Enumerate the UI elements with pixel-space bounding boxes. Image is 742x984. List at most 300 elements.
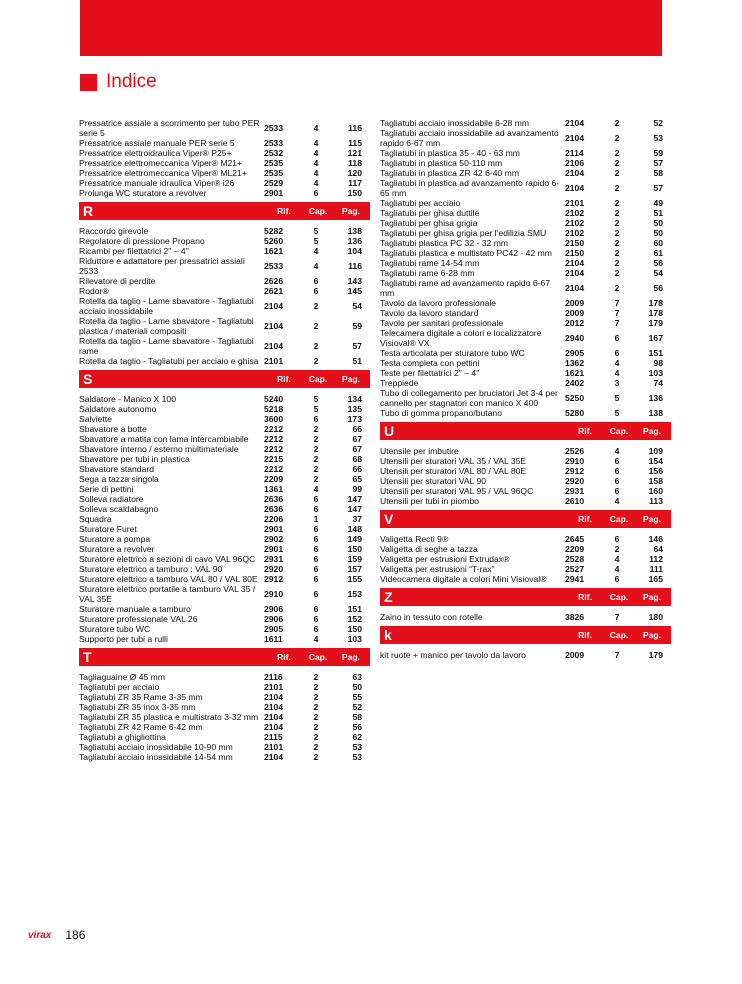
item-chapter: 2 — [313, 424, 319, 434]
item-page: 154 — [648, 456, 663, 466]
item-chapter: 2 — [313, 722, 319, 732]
item-name: Testa completa con pettini — [380, 358, 480, 368]
item-chapter: 2 — [614, 133, 620, 143]
item-ref: 2533 — [264, 261, 284, 271]
index-row — [79, 356, 370, 366]
index-row — [380, 544, 671, 554]
item-name: Videocamera digitale a colori Mini Visioval® — [380, 574, 547, 584]
index-row — [79, 564, 370, 574]
item-ref: 2529 — [264, 178, 284, 188]
item-page: 67 — [352, 434, 362, 444]
item-page: 112 — [649, 554, 663, 564]
item-name: Pressatrice elettroidraulica Viper® P25+ — [79, 148, 232, 158]
item-ref: 2910 — [565, 456, 585, 466]
item-chapter: 7 — [614, 650, 620, 660]
item-chapter: 2 — [313, 692, 319, 702]
item-ref: 2009 — [565, 308, 585, 318]
item-name: Rotella da taglio - Lame sbavatore - Tagliatubi plastica / materiali compositi — [79, 316, 254, 336]
page-title: Indice — [106, 71, 157, 92]
section-letter: S — [83, 371, 93, 387]
item-page: 150 — [347, 624, 362, 634]
item-name: Sturatore Furet — [79, 524, 137, 534]
item-page: 158 — [648, 476, 663, 486]
item-name: Utensili per tubi in piombo — [380, 496, 479, 506]
index-row — [380, 348, 671, 358]
item-page: 149 — [347, 534, 362, 544]
item-name: Pressatrice elettromeccanica Viper® M21+ — [79, 158, 243, 168]
item-name: Tagliaguaine Ø 45 mm — [79, 672, 165, 682]
item-chapter: 6 — [313, 554, 319, 564]
item-ref: 2116 — [264, 672, 283, 682]
item-page: 37 — [352, 514, 362, 524]
item-page: 66 — [352, 424, 362, 434]
item-name: Saldatore - Manico X 100 — [79, 394, 176, 404]
column-header-pag: Pag. — [341, 206, 361, 216]
index-row — [380, 198, 671, 208]
column-header-pag: Pag. — [642, 592, 662, 602]
item-name: Valigetta per estrusioni Extrudax® — [380, 554, 510, 564]
index-row — [380, 208, 671, 218]
index-row — [79, 474, 370, 484]
item-name: Riduttore e adattatore per pressatrici assiali 2533 — [79, 256, 245, 276]
index-row — [380, 466, 671, 476]
section-header-r — [79, 202, 370, 220]
item-page: 109 — [648, 446, 663, 456]
item-page: 59 — [653, 148, 663, 158]
item-page: 121 — [347, 148, 362, 158]
item-name: Valigetta Recti 9® — [380, 534, 449, 544]
item-name: Tavolo per sanitari professionale — [380, 318, 504, 328]
item-name: Rotella da taglio - Lame sbavatore - Tagliatubi acciaio inossidabile — [79, 296, 254, 316]
index-row — [79, 634, 370, 644]
item-chapter: 6 — [313, 544, 319, 554]
index-row — [79, 544, 370, 554]
item-name: Teste per filettatrici 2" – 4" — [380, 368, 480, 378]
index-row — [380, 388, 671, 408]
item-ref: 2906 — [264, 604, 284, 614]
item-chapter: 2 — [614, 258, 620, 268]
index-row — [380, 358, 671, 368]
column-header-rif: Rif. — [578, 514, 592, 524]
item-ref: 5240 — [264, 394, 284, 404]
item-page: 143 — [347, 276, 362, 286]
item-name: Tagliatubi rame 14-54 mm — [380, 258, 480, 268]
item-chapter: 2 — [614, 238, 620, 248]
item-name: Tagliatubi in plastica ad avanzamento rapido 6-65 mm — [380, 178, 560, 198]
item-chapter: 6 — [614, 466, 620, 476]
item-chapter: 5 — [313, 404, 319, 414]
item-name: Telecamera digitale a colori e localizzatore Visioval® VX — [380, 328, 542, 348]
item-page: 173 — [347, 414, 362, 424]
index-row — [380, 298, 671, 308]
item-page: 74 — [653, 378, 663, 388]
item-chapter: 6 — [313, 188, 319, 198]
item-ref: 2212 — [264, 434, 284, 444]
item-chapter: 4 — [614, 358, 620, 368]
item-chapter: 7 — [614, 298, 620, 308]
item-page: 54 — [653, 268, 663, 278]
item-chapter: 6 — [313, 414, 319, 424]
column-header-cap: Cap. — [609, 514, 629, 524]
column-header-cap: Cap. — [308, 206, 328, 216]
index-row — [79, 158, 370, 168]
item-chapter: 6 — [614, 333, 620, 343]
item-ref: 2150 — [565, 248, 585, 258]
item-chapter: 6 — [313, 624, 319, 634]
item-ref: 3600 — [264, 414, 284, 424]
item-name: Rotella da taglio - Tagliatubi per acciaio e ghisa — [79, 356, 259, 366]
item-chapter: 6 — [614, 456, 620, 466]
item-ref: 2104 — [565, 168, 585, 178]
item-ref: 2009 — [565, 650, 585, 660]
item-name: Tagliatubi acciaio inossidabile 14-54 mm — [79, 752, 233, 762]
item-page: 59 — [352, 321, 362, 331]
item-chapter: 2 — [313, 474, 319, 484]
item-name: Tagliatubi per ghisa grigia per l’edilizia SMU — [380, 228, 547, 238]
item-page: 136 — [347, 236, 362, 246]
index-row — [79, 316, 370, 336]
item-ref: 2905 — [565, 348, 585, 358]
item-name: Utensili per sturatori VAL 90 — [380, 476, 487, 486]
item-name: Utensili per sturatori VAL 95 / VAL 96QC — [380, 486, 534, 496]
index-row — [79, 732, 370, 742]
item-ref: 2212 — [264, 424, 284, 434]
item-page: 53 — [653, 133, 663, 143]
index-row — [79, 534, 370, 544]
index-column-left — [79, 118, 370, 762]
item-ref: 2901 — [264, 188, 284, 198]
item-name: Solleva scaldabagno — [79, 504, 159, 514]
virax-logo: virax — [28, 929, 52, 941]
item-page: 115 — [348, 138, 362, 148]
item-ref: 2101 — [264, 742, 284, 752]
index-row — [79, 118, 370, 138]
column-header-rif: Rif. — [277, 206, 291, 216]
item-name: Tagliatubi a ghigliottina — [79, 732, 166, 742]
item-name: Sbavatore interno / esterno multimateriale — [79, 444, 239, 454]
index-row — [380, 446, 671, 456]
index-row — [79, 168, 370, 178]
item-name: Sturatore elettrico a tamburo VAL 80 / VAL 80E — [79, 574, 258, 584]
column-header-pag: Pag. — [341, 374, 361, 384]
item-ref: 2636 — [264, 494, 284, 504]
item-chapter: 7 — [614, 308, 620, 318]
item-chapter: 2 — [614, 268, 620, 278]
index-row — [79, 584, 370, 604]
item-page: 57 — [352, 341, 362, 351]
item-name: Prolunga WC sturatore a revolver — [79, 188, 207, 198]
column-header-cap: Cap. — [609, 630, 629, 640]
column-header-rif: Rif. — [277, 374, 291, 384]
index-row — [79, 484, 370, 494]
index-row — [380, 228, 671, 238]
item-page: 67 — [352, 444, 362, 454]
item-ref: 2940 — [565, 333, 585, 343]
item-ref: 2104 — [565, 133, 585, 143]
item-ref: 2150 — [565, 238, 585, 248]
item-chapter: 4 — [313, 168, 319, 178]
index-row — [79, 672, 370, 682]
item-name: Treppiede — [380, 378, 419, 388]
index-row — [79, 444, 370, 454]
item-chapter: 2 — [313, 321, 319, 331]
index-row — [380, 456, 671, 466]
item-chapter: 2 — [313, 742, 319, 752]
item-ref: 2901 — [264, 544, 284, 554]
item-name: Rilevatore di perdite — [79, 276, 156, 286]
item-name: Sturatore professionale VAL 26 — [79, 614, 198, 624]
item-chapter: 2 — [614, 248, 620, 258]
item-ref: 2104 — [264, 692, 284, 702]
item-ref: 2104 — [264, 752, 284, 762]
item-ref: 2532 — [264, 148, 284, 158]
item-page: 62 — [352, 732, 362, 742]
column-header-pag: Pag. — [642, 630, 662, 640]
item-chapter: 2 — [614, 283, 620, 293]
item-page: 66 — [352, 464, 362, 474]
item-chapter: 6 — [614, 348, 620, 358]
index-row — [79, 148, 370, 158]
item-ref: 2104 — [264, 702, 284, 712]
index-row — [79, 236, 370, 246]
index-row — [79, 256, 370, 276]
item-page: 49 — [653, 198, 663, 208]
item-chapter: 4 — [614, 496, 620, 506]
item-chapter: 4 — [313, 148, 319, 158]
item-ref: 2101 — [565, 198, 585, 208]
item-page: 178 — [648, 308, 663, 318]
item-page: 103 — [648, 368, 663, 378]
item-ref: 2102 — [565, 228, 585, 238]
item-ref: 2101 — [264, 682, 284, 692]
item-page: 99 — [352, 484, 362, 494]
item-chapter: 2 — [614, 148, 620, 158]
index-row — [79, 434, 370, 444]
item-ref: 2115 — [264, 732, 283, 742]
item-page: 98 — [653, 358, 663, 368]
item-name: Rotella da taglio - Lame sbavatore - Tagliatubi rame — [79, 336, 254, 356]
index-row — [380, 554, 671, 564]
index-row — [79, 178, 370, 188]
item-ref: 2209 — [565, 544, 585, 554]
item-ref: 2912 — [264, 574, 284, 584]
item-chapter: 2 — [313, 712, 319, 722]
item-page: 64 — [653, 544, 663, 554]
item-chapter: 2 — [313, 752, 319, 762]
item-name: Sturatore elettrico portatile a tamburo VAL 35 / VAL 35E — [79, 584, 256, 604]
item-ref: 2910 — [264, 589, 284, 599]
item-ref: 1362 — [565, 358, 585, 368]
column-header-cap: Cap. — [609, 426, 629, 436]
item-name: Sbavatore standard — [79, 464, 155, 474]
index-row — [380, 318, 671, 328]
item-name: Tagliatubi in plastica ZR 42 6-40 mm — [380, 168, 519, 178]
index-row — [79, 722, 370, 732]
item-page: 55 — [352, 692, 362, 702]
item-page: 50 — [653, 228, 663, 238]
item-chapter: 2 — [614, 228, 620, 238]
item-ref: 2645 — [565, 534, 585, 544]
item-ref: 1621 — [565, 368, 585, 378]
item-chapter: 2 — [313, 444, 319, 454]
item-page: 159 — [347, 554, 362, 564]
item-page: 111 — [649, 564, 663, 574]
item-chapter: 2 — [313, 434, 319, 444]
item-ref: 2114 — [565, 148, 584, 158]
item-ref: 2533 — [264, 138, 284, 148]
index-row — [79, 296, 370, 316]
item-name: Sturatore a pompa — [79, 534, 151, 544]
item-chapter: 6 — [313, 589, 319, 599]
item-name: Tagliatubi per ghisa grigia — [380, 218, 478, 228]
item-name: Tagliatubi rame ad avanzamento rapido 6-67 mm — [380, 278, 551, 298]
index-row — [380, 248, 671, 258]
item-chapter: 6 — [313, 276, 319, 286]
item-page: 152 — [347, 614, 362, 624]
item-page: 150 — [347, 544, 362, 554]
section-header-s — [79, 370, 370, 388]
item-ref: 2621 — [264, 286, 284, 296]
item-chapter: 5 — [614, 393, 620, 403]
index-row — [79, 514, 370, 524]
index-row — [79, 494, 370, 504]
item-page: 53 — [352, 742, 362, 752]
index-row — [380, 368, 671, 378]
item-chapter: 4 — [313, 484, 319, 494]
index-row — [79, 188, 370, 198]
item-page: 134 — [347, 394, 362, 404]
item-page: 120 — [347, 168, 362, 178]
item-name: Sturatore a revolver — [79, 544, 155, 554]
item-ref: 2905 — [264, 624, 284, 634]
item-name: Sturatore elettrico a sezioni di cavo VAL 96QC — [79, 554, 256, 564]
index-row — [79, 524, 370, 534]
item-name: Pressatrice assiale manuale PER serie 5 — [79, 138, 235, 148]
item-ref: 1611 — [264, 634, 283, 644]
item-ref: 5250 — [565, 393, 585, 403]
item-page: 145 — [347, 286, 362, 296]
item-page: 63 — [352, 672, 362, 682]
item-page: 50 — [352, 682, 362, 692]
item-name: Tagliatubi acciaio inossidabile 10-90 mm — [79, 742, 233, 752]
item-ref: 2527 — [565, 564, 585, 574]
item-ref: 2402 — [565, 378, 585, 388]
item-ref: 2101 — [264, 356, 284, 366]
index-column-right — [380, 118, 671, 660]
item-ref: 2931 — [565, 486, 585, 496]
item-name: Tagliatubi plastica e multistato PC42 - 42 mm — [380, 248, 552, 258]
item-page: 118 — [348, 158, 362, 168]
item-ref: 2104 — [264, 321, 284, 331]
item-name: Sturatore elettrico a tamburo : VAL 90 — [79, 564, 223, 574]
item-name: Tagliatubi per acciaio — [79, 682, 160, 692]
item-chapter: 4 — [313, 178, 319, 188]
item-name: Zaino in tessuto con rotelle — [380, 612, 483, 622]
item-name: Sturatore tubo WC — [79, 624, 151, 634]
item-ref: 2626 — [264, 276, 284, 286]
item-chapter: 4 — [313, 138, 319, 148]
item-page: 146 — [648, 534, 663, 544]
item-page: 180 — [648, 612, 663, 622]
index-row — [380, 496, 671, 506]
section-letter: V — [384, 511, 394, 527]
item-ref: 2526 — [565, 446, 585, 456]
page-header — [80, 72, 157, 92]
item-page: 57 — [653, 183, 663, 193]
item-name: Tavolo da lavoro standard — [380, 308, 479, 318]
title-square-icon — [80, 74, 97, 91]
section-header-u — [380, 422, 671, 440]
item-page: 56 — [352, 722, 362, 732]
column-header-rif: Rif. — [277, 652, 291, 662]
section-header-k — [380, 626, 671, 644]
item-page: 178 — [648, 298, 663, 308]
item-name: Solleva radiatore — [79, 494, 144, 504]
item-chapter: 4 — [313, 634, 319, 644]
index-row — [79, 404, 370, 414]
index-row — [79, 138, 370, 148]
item-ref: 2209 — [264, 474, 284, 484]
item-page: 103 — [347, 634, 362, 644]
item-name: Sega a tazza singola — [79, 474, 159, 484]
item-ref: 3826 — [565, 612, 585, 622]
section-letter: k — [384, 627, 392, 643]
item-ref: 2104 — [565, 258, 585, 268]
item-ref: 2009 — [565, 298, 585, 308]
index-row — [79, 464, 370, 474]
column-header-pag: Pag. — [642, 426, 662, 436]
item-chapter: 6 — [313, 286, 319, 296]
item-chapter: 6 — [313, 504, 319, 514]
index-row — [380, 268, 671, 278]
item-name: Saldatore autonomo — [79, 404, 157, 414]
item-page: 160 — [648, 486, 663, 496]
column-header-rif: Rif. — [578, 426, 592, 436]
item-chapter: 7 — [614, 612, 620, 622]
item-ref: 2920 — [565, 476, 585, 486]
item-name: Tagliatubi plastica PC 32 - 32 mm — [380, 238, 509, 248]
item-chapter: 6 — [614, 534, 620, 544]
item-page: 57 — [653, 158, 663, 168]
item-page: 156 — [648, 466, 663, 476]
item-chapter: 6 — [313, 534, 319, 544]
item-name: Serie di pettini — [79, 484, 134, 494]
item-ref: 2102 — [565, 208, 585, 218]
item-chapter: 4 — [614, 446, 620, 456]
item-ref: 2104 — [565, 183, 585, 193]
index-row — [380, 158, 671, 168]
item-page: 136 — [648, 393, 663, 403]
item-chapter: 3 — [614, 378, 620, 388]
item-chapter: 5 — [614, 408, 620, 418]
item-name: Raccordo girevole — [79, 226, 149, 236]
item-name: Rodor® — [79, 286, 109, 296]
item-ref: 2636 — [264, 504, 284, 514]
item-name: Salviette — [79, 414, 112, 424]
item-ref: 2104 — [565, 283, 585, 293]
index-row — [380, 328, 671, 348]
item-name: Tavolo da lavoro professionale — [380, 298, 497, 308]
item-name: Tagliatubi ZR 35 inox 3-35 mm — [79, 702, 196, 712]
item-page: 116 — [348, 261, 362, 271]
item-chapter: 5 — [313, 236, 319, 246]
item-ref: 2012 — [565, 318, 585, 328]
index-row — [380, 128, 671, 148]
item-page: 51 — [653, 208, 663, 218]
item-chapter: 2 — [614, 168, 620, 178]
index-row — [79, 752, 370, 762]
item-ref: 5218 — [264, 404, 284, 414]
